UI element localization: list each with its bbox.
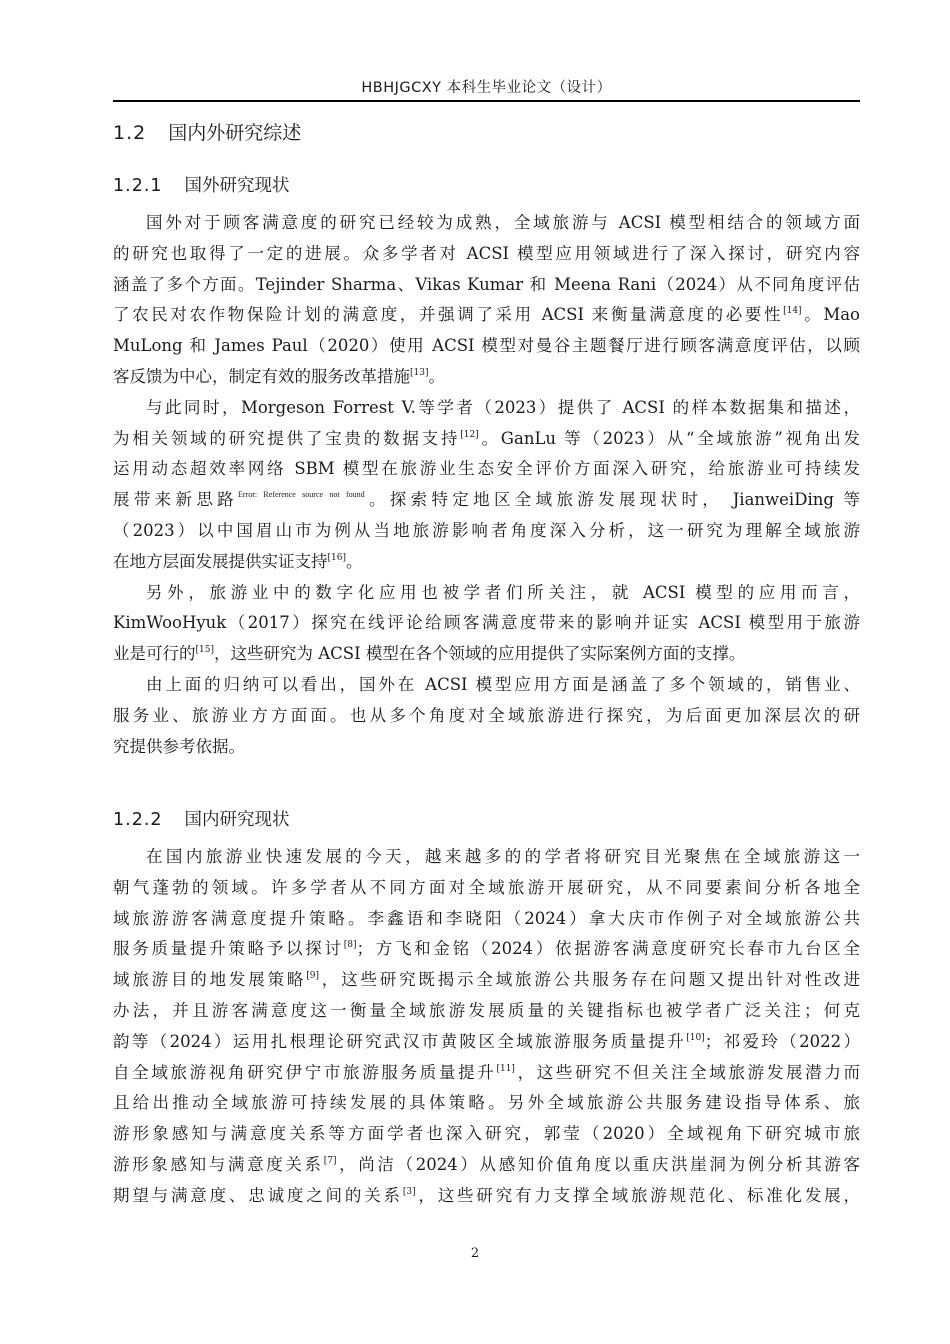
text-run: 。探索特定地区全域旅游发展现状时， JianweiDing 等: [364, 490, 860, 510]
paragraph-line: [113, 1150, 860, 1181]
paragraph-line: 由上面的归纳可以看出，国外在 ACSI 模型应用方面是涵盖了多个领域的，销售业、: [146, 674, 860, 694]
paragraph-line: [113, 965, 860, 996]
paragraph-line: 朝气蓬勃的领域。许多学者从不同方面对全域旅游开展研究，从不同要素间分析各地全: [113, 877, 860, 897]
page-number: 2: [470, 1246, 480, 1261]
header-rule: [113, 100, 860, 102]
text-run: 业是可行的: [113, 644, 196, 664]
paragraph-line: 域旅游游客满意度提升策略。李鑫语和李晓阳（2024）拿大庆市作例子对全域旅游公共: [113, 908, 860, 928]
paragraph-line: 且给出推动全域旅游可持续发展的具体策略。另外全域旅游公共服务建设指导体系、旅: [113, 1093, 860, 1113]
citation-ref: [7]: [323, 1155, 337, 1166]
citation-ref: [15]: [195, 645, 214, 656]
section-title: 国内外研究综述: [168, 122, 302, 144]
paragraph-line: 与此同时，Morgeson Forrest V.等学者（2023）提供了 ACSI 的样本数据集和描述，: [146, 397, 860, 417]
paragraph-line: [113, 934, 860, 965]
text-run: 服务质量提升策略予以探讨: [113, 939, 344, 959]
text-run: ，这些研究为 ACSI 模型在各个领域的应用提供了实际案例方面的支撑。: [213, 644, 746, 664]
text-run: ，这些研究既揭示全域旅游公共服务存在问题又提出针对性改进: [318, 970, 861, 990]
paragraph-line: 运用动态超效率网络 SBM 模型在旅游业生态安全评价方面深入研究，给旅游业可持续发: [113, 459, 860, 479]
text-run: 韵等（2024）运用扎根理论研究武汉市黄陂区全域旅游服务质量提升: [113, 1031, 687, 1051]
citation-ref: [13]: [410, 367, 429, 378]
text-run: 展带来新思路: [113, 490, 238, 510]
citation-ref: [8]: [343, 940, 357, 951]
paragraph-line: 国外对于顾客满意度的研究已经较为成熟，全域旅游与 ACSI 模型相结合的领域方面: [146, 213, 860, 232]
reference-error: Error: Reference source not found: [238, 490, 365, 500]
paragraph-line: [113, 300, 860, 331]
text-run: 了农民对农作物保险计划的满意度，并强调了采用 ACSI 来衡量满意度的必要性: [113, 305, 784, 325]
text-run: 自全域旅游视角研究伊宁市旅游服务质量提升: [113, 1062, 497, 1082]
paragraph-line: 在国内旅游业快速发展的今天，越来越多的的学者将研究目光聚焦在全域旅游这一: [146, 847, 860, 866]
citation-ref: [10]: [686, 1032, 705, 1043]
paragraph-line: 游形象感知与满意度关系等方面学者也深入研究，郭莹（2020）全域视角下研究城市旅: [113, 1124, 860, 1144]
page-header: HBHJGCXY 本科生毕业论文（设计）: [361, 80, 612, 96]
citation-ref: [11]: [496, 1063, 515, 1074]
text-run: ；祁爱玲（2022）: [704, 1031, 860, 1051]
paragraph-line: [113, 1027, 860, 1058]
paragraph-line: [113, 1181, 860, 1212]
foreign-research-text: [113, 208, 860, 762]
paragraph-line: MuLong 和 James Paul（2020）使用 ACSI 模型对曼谷主题餐厅进行顾客满意度评估，以顾: [113, 336, 860, 356]
paragraph-line: 的研究也取得了一定的进展。众多学者对 ACSI 模型应用领域进行了深入探讨，研究内容: [113, 243, 860, 263]
text-run: ，尚洁（2024）从感知价值角度以重庆洪崖洞为例分析其游客: [336, 1154, 861, 1174]
paragraph-line: 办法，并且游客满意度这一衡量全域旅游发展质量的关键指标也被学者广泛关注；何克: [113, 1000, 860, 1020]
text-run: 。Mao: [801, 305, 860, 325]
text-run: ，这些研究不但关注全域旅游发展潜力而: [514, 1062, 861, 1082]
citation-ref: [14]: [783, 306, 802, 317]
section-number: 1.2: [113, 122, 147, 144]
paragraph-line: [113, 362, 860, 393]
subsection-title: 国外研究现状: [184, 176, 290, 196]
text-run: 域旅游目的地发展策略: [113, 970, 307, 990]
text-run: ，这些研究有力支撑全域旅游规范化、标准化发展，: [415, 1185, 861, 1205]
text-run: 客反馈为中心，制定有效的服务改革措施: [113, 366, 410, 386]
text-run: 。GanLu 等（2023）从“全域旅游”视角出发: [478, 428, 860, 448]
paragraph-line: [113, 424, 860, 455]
paragraph-line: [113, 639, 860, 670]
subsection-heading-domestic: [113, 806, 290, 831]
text-run: 在地方层面发展提供实证支持: [113, 551, 328, 571]
section-heading: [113, 118, 301, 145]
paragraph-line: [113, 1058, 860, 1089]
citation-ref: [12]: [460, 429, 479, 440]
text-run: 。: [428, 366, 445, 386]
text-run: 。: [345, 551, 363, 571]
text-run: 游形象感知与满意度关系: [113, 1154, 324, 1174]
subsection-number: 1.2.2: [113, 810, 163, 830]
paragraph-line: 另外，旅游业中的数字化应用也被学者们所关注，就 ACSI 模型的应用而言，: [146, 582, 860, 602]
paragraph-line: KimWooHyuk（2017）探究在线评论给顾客满意度带来的影响并证实 ACSI 模型用于旅游: [113, 613, 860, 633]
paragraph-line: 服务业、旅游业方方面面。也从多个角度对全域旅游进行探究，为后面更加深层次的研: [113, 705, 860, 725]
subsection-number: 1.2.1: [113, 176, 163, 196]
text-run: 为相关领域的研究提供了宝贵的数据支持: [113, 428, 461, 448]
paragraph-line: 涵盖了多个方面。Tejinder Sharma、Vikas Kumar 和 Meena Rani（2024）从不同角度评估: [113, 274, 860, 294]
text-run: 期望与满意度、忠诚度之间的关系: [113, 1185, 403, 1205]
paragraph-line: [113, 547, 860, 578]
paragraph-line: 究提供参考依据。: [113, 736, 245, 756]
domestic-research-text: [113, 842, 860, 1212]
paragraph-line: （2023）以中国眉山市为例从当地旅游影响者角度深入分析，这一研究为理解全域旅游: [113, 520, 860, 540]
subsection-title: 国内研究现状: [184, 810, 290, 830]
citation-ref: [16]: [327, 552, 346, 563]
subsection-heading-foreign: [113, 172, 290, 197]
citation-ref: [9]: [306, 971, 319, 982]
citation-ref: [3]: [402, 1186, 416, 1197]
paragraph-line: [113, 485, 860, 516]
text-run: ；方飞和金铭（2024）依据游客满意度研究长春市九台区全: [356, 939, 860, 959]
